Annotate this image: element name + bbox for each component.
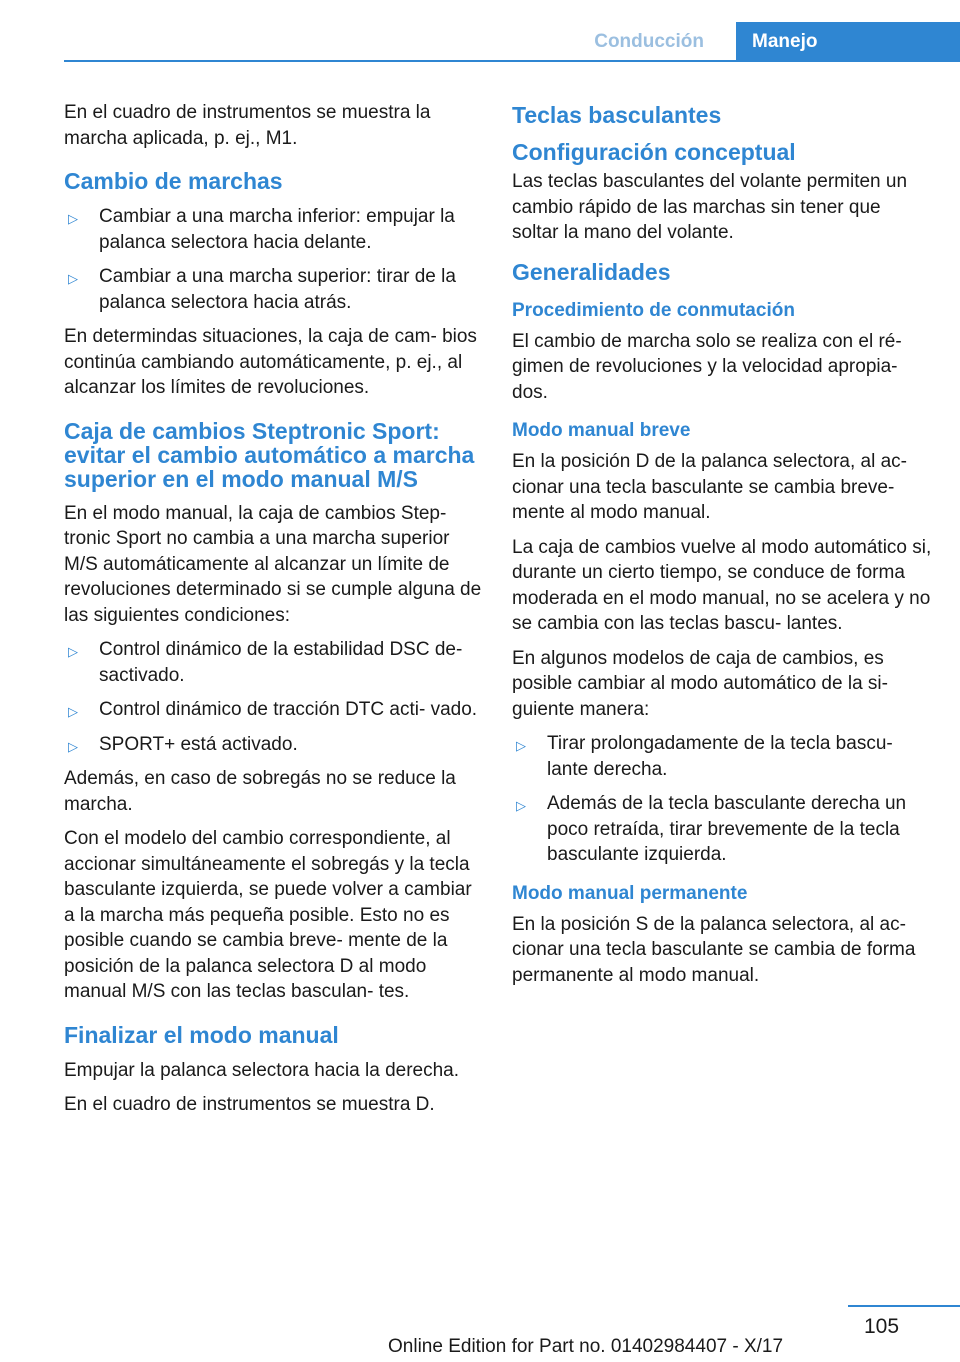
list-item: ▷ Además de la tecla basculante derecha un poco retraída, tirar brevemente de la tecla basculante izquierda. [516,793,907,865]
paragraph-procedimiento: El cambio de marcha solo se realiza con el ré‐ gimen de revoluciones y la velocidad apropia‐ dos. [512,330,902,403]
paragraph-sobregas: Además, en caso de sobregás no se reduce la marcha. [64,768,456,815]
page-number: 105 [864,1315,900,1338]
triangle-bullet-icon: ▷ [68,704,78,719]
paragraph-cuadro-d: En el cuadro de instrumentos se muestra D. [64,1094,435,1115]
triangle-bullet-icon: ▷ [68,644,78,659]
heading-modo-permanente: Modo manual permanente [512,882,748,904]
paragraph-permanente: En la posición S de la palanca selectora, al ac‐ cionar una tecla basculante se cambia de forma permanente al modo manual. [512,913,916,986]
chapter-tab: Manejo [736,22,960,62]
paragraph-empujar: Empujar la palanca selectora hacia la derecha. [64,1059,460,1081]
list-item: ▷ Control dinámico de tracción DTC acti‐ vado. [64,697,482,723]
list-item: ▷ Cambiar a una marcha inferior: empujar la palanca selectora hacia delante. [68,206,455,253]
paragraph-modo-manual: En el modo manual, la caja de cambios Step‐ tronic Sport no cambia a una marcha superior M/S automáticamente al alcanzar un límite de revoluciones determinado si se cumple alguna de las siguientes condiciones: [64,502,482,626]
triangle-bullet-icon: ▷ [516,738,526,753]
right-column [512,100,932,997]
heading-teclas-basculantes: Teclas basculantes [512,102,722,128]
list-item: ▷ Cambiar a una marcha superior: tirar de la palanca selectora hacia atrás. [68,266,456,313]
section-tab: Conducción [594,31,704,52]
heading-finalizar: Finalizar el modo manual [64,1021,339,1048]
intro-paragraph: En el cuadro de instrumentos se muestra la marcha aplicada, p. ej., M1. [64,102,431,149]
breve-list [512,731,932,868]
header-rule [64,60,960,62]
triangle-bullet-icon: ▷ [68,211,78,226]
left-column [64,100,482,1127]
paragraph-breve-3: En algunos modelos de caja de cambios, es posible cambiar al modo automático de la si‐ guiente manera: [512,647,888,720]
condiciones-list [64,637,482,757]
heading-configuracion: Configuración conceptual [512,139,796,165]
list-item: ▷ Control dinámico de la estabilidad DSC de‐ sactivado. [68,639,463,686]
list-item: ▷ Tirar prolongadamente de la tecla bascu‐ lante derecha. [516,733,893,780]
footer-rule [848,1305,960,1307]
triangle-bullet-icon: ▷ [516,798,526,813]
heading-steptronic: Caja de cambios Steptronic Sport: evitar el cambio automático a marcha superior en el modo manual M/S [64,417,475,492]
list-item: ▷ SPORT+ está activado. [64,732,482,758]
triangle-bullet-icon: ▷ [68,271,78,286]
triangle-bullet-icon: ▷ [68,738,78,754]
heading-cambio-de-marchas: Cambio de marchas [64,168,283,194]
paragraph-determindas: En determindas situaciones, la caja de cam‐ bios continúa cambiando automáticamente, p. ej., al alcanzar los límites de revoluciones. [64,326,477,398]
paragraph-config: Las teclas basculantes del volante permiten un cambio rápido de las marchas sin tener que soltar la mano del volante. [512,171,908,243]
paragraph-modelo: Con el modelo del cambio correspondiente, al accionar simultáneamente el sobregás y la tecla basculante izquierda, se puede volver a cambiar a la marcha más pequeña posible. Esto no es posible cuando se cambia breve‐ mente de la posición de la palanca selectora D al modo manual M/S con las teclas basculan‐ tes. [64,828,472,1002]
heading-modo-breve: Modo manual breve [512,420,691,441]
edition-note: Online Edition for Part no. 01402984407 - X/17 [388,1336,784,1357]
cambio-list [64,204,482,315]
paragraph-breve-1: En la posición D de la palanca selectora, al ac‐ cionar una tecla basculante se cambia breve‐ mente al modo manual. [512,451,908,523]
heading-generalidades: Generalidades [512,258,671,285]
heading-procedimiento: Procedimiento de conmutación [512,299,795,321]
paragraph-breve-2: La caja de cambios vuelve al modo automático si, durante un cierto tiempo, se conduce de forma moderada en el modo manual, no se acelera y no se cambia con las teclas bascu‐ lantes. [512,536,932,634]
